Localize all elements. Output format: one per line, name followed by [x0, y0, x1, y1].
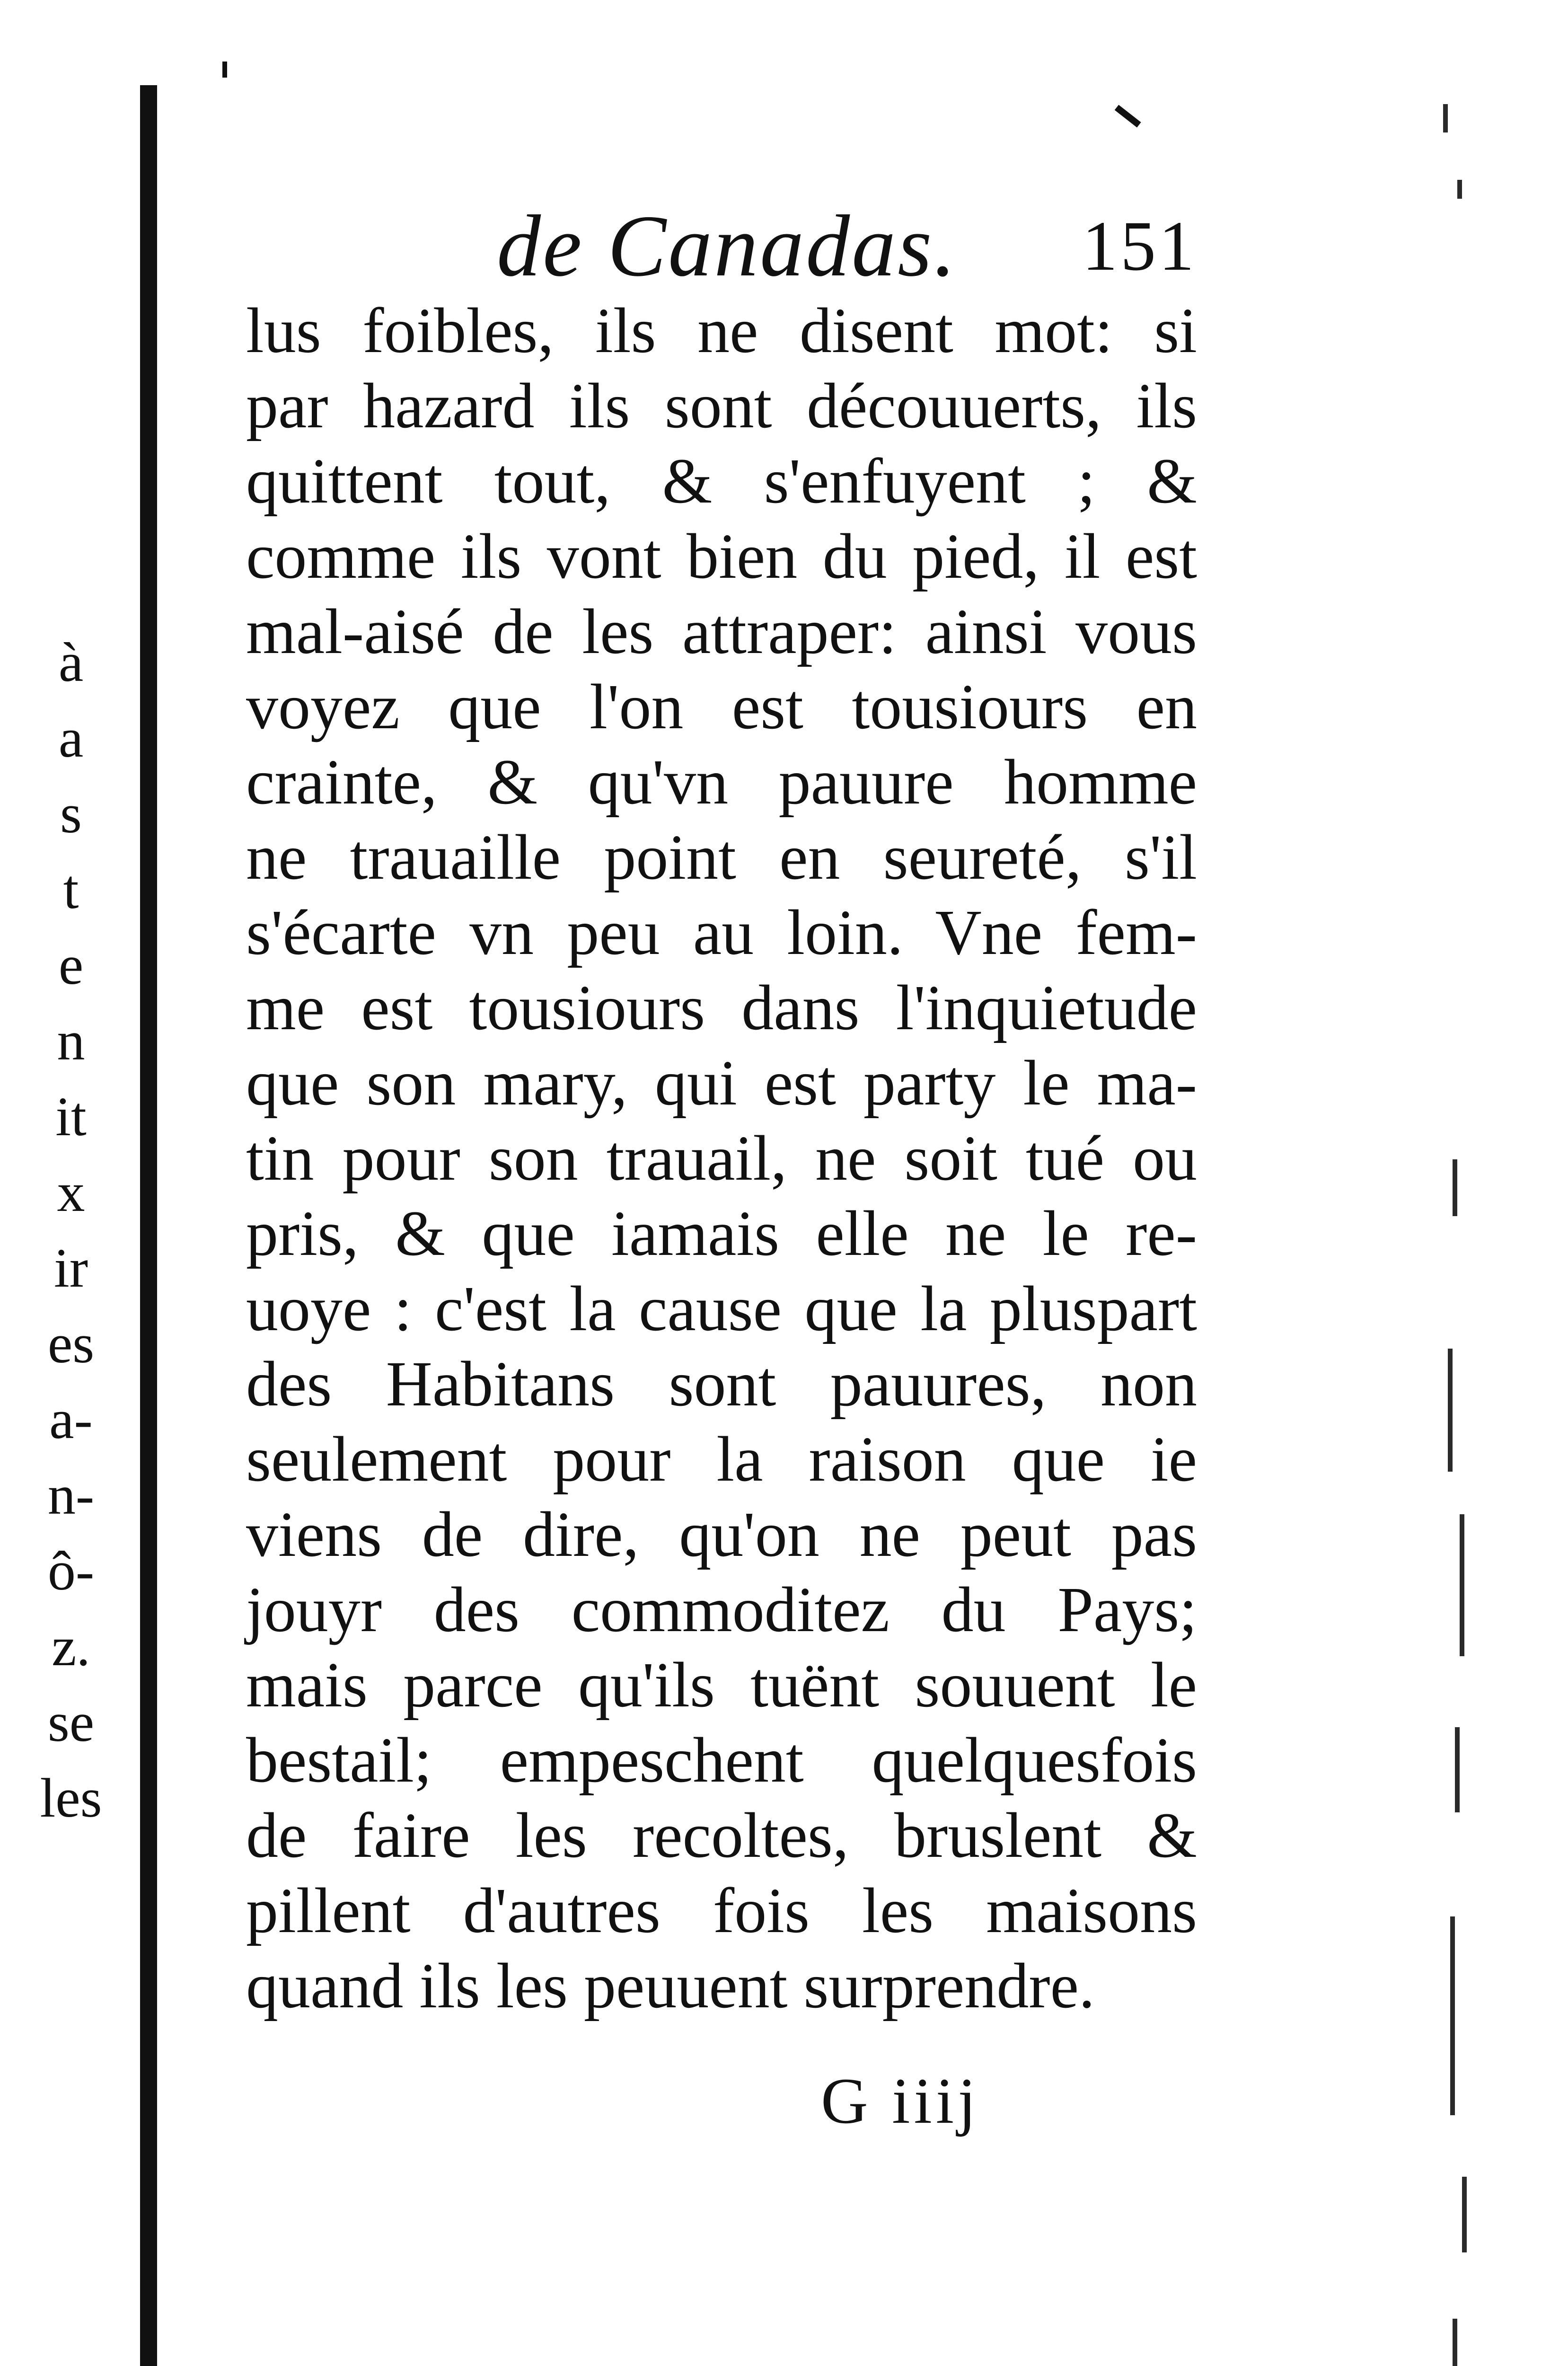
facing-page-fragment: a — [58, 707, 84, 769]
text-line: seulement pour la raison que ie — [246, 1424, 1197, 1495]
edge-speck — [1462, 2177, 1467, 2252]
facing-page-fragment: ir — [53, 1237, 88, 1299]
facing-page-fragment: se — [47, 1691, 95, 1753]
corner-ink-mark — [1115, 105, 1141, 127]
gutter-shadow — [140, 85, 157, 2366]
text-line: mais parce qu'ils tuënt souuent le — [246, 1650, 1197, 1721]
edge-speck — [1448, 1349, 1453, 1472]
facing-page-fragment: z. — [52, 1616, 90, 1677]
facing-page-fragment: les — [40, 1767, 102, 1829]
signature-mark: G iiij — [821, 2065, 980, 2137]
text-line: pris, & que iamais elle ne le re- — [246, 1198, 1197, 1269]
text-line: lus foibles, ils ne disent mot: si — [246, 295, 1197, 366]
text-line: des Habitans sont pauures, non — [246, 1349, 1197, 1420]
text-line: quand ils les peuuent surprendre. — [246, 1951, 1095, 2022]
edge-speck — [1455, 1727, 1460, 1812]
running-title: de Canadas. — [497, 197, 958, 295]
facing-page-fragment: à — [58, 631, 84, 693]
text-line: voyez que l'on est tousiours en — [246, 671, 1197, 742]
edge-speck — [1457, 180, 1462, 199]
running-head — [497, 199, 1197, 293]
edge-speck — [1453, 2319, 1457, 2366]
text-line: tin pour son trauail, ne soit tué ou — [246, 1123, 1197, 1194]
page-number: 151 — [1082, 207, 1197, 285]
edge-speck — [1453, 1159, 1457, 1216]
edge-speck — [1460, 1514, 1464, 1656]
text-line: bestail; empeschent quelquesfois — [246, 1725, 1197, 1796]
facing-page-fragment: e — [58, 934, 84, 996]
text-line: de faire les recoltes, bruslent & — [246, 1800, 1197, 1871]
top-edge-mark — [222, 62, 227, 78]
text-line: viens de dire, qu'on ne peut pas — [246, 1499, 1197, 1570]
text-line: ne trauaille point en seureté, s'il — [246, 822, 1197, 893]
facing-page-fragment: t — [63, 858, 79, 920]
body-text — [246, 293, 1197, 2024]
facing-page-fragment: s — [60, 783, 82, 845]
text-line: comme ils vont bien du pied, il est — [246, 521, 1197, 592]
edge-speck — [1450, 1916, 1455, 2115]
text-line: uoye : c'est la cause que la pluspart — [246, 1273, 1197, 1344]
text-line: quittent tout, & s'enfuyent ; & — [246, 446, 1197, 517]
text-line: me est tousiours dans l'inquietude — [246, 972, 1197, 1043]
facing-page-fragment: it — [55, 1086, 87, 1148]
facing-page-fragments — [28, 625, 114, 1836]
facing-page-fragment: ô- — [47, 1540, 95, 1602]
text-line: crainte, & qu'vn pauure homme — [246, 747, 1197, 818]
text-line: pillent d'autres fois les maisons — [246, 1875, 1197, 1946]
text-line: que son mary, qui est party le ma- — [246, 1048, 1197, 1119]
facing-page-fragment: es — [47, 1313, 95, 1375]
right-edge-specks — [1434, 95, 1490, 2366]
text-line: s'écarte vn peu au loin. Vne fem- — [246, 897, 1197, 968]
facing-page-fragment: x — [57, 1161, 85, 1223]
facing-page-fragment: n- — [47, 1464, 95, 1526]
text-line: par hazard ils sont découuerts, ils — [246, 371, 1197, 441]
edge-speck — [1443, 104, 1448, 132]
text-line: jouyr des commoditez du Pays; — [246, 1574, 1197, 1645]
text-line: mal-aisé de les attraper: ainsi vous — [246, 596, 1197, 667]
facing-page-fragment: a- — [49, 1388, 93, 1450]
facing-page-fragment: n — [57, 1010, 85, 1072]
